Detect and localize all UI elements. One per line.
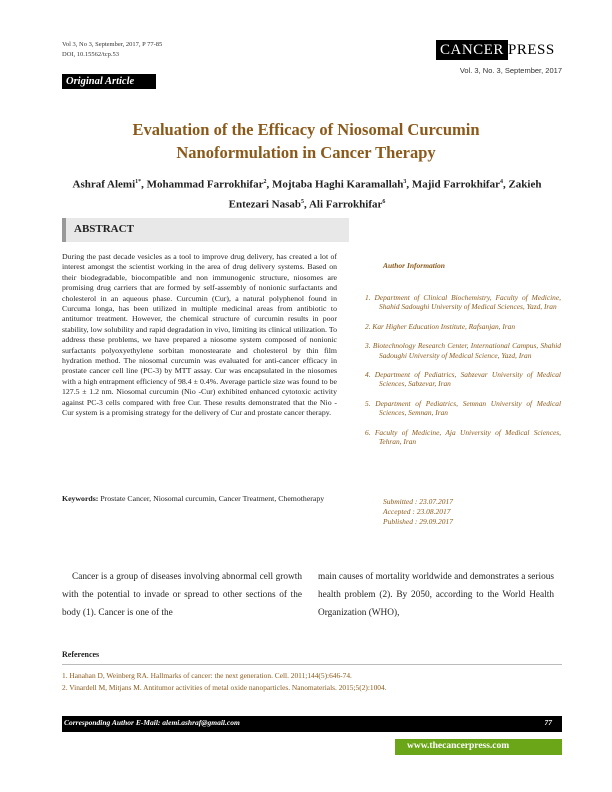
website-link[interactable]: www.thecancerpress.com bbox=[407, 741, 510, 751]
author-name: Mohammad Farrokhifar bbox=[146, 178, 264, 191]
body-column-right: main causes of mortality worldwide and demonstrates a serious health problem (2). By 2050, according to the World Health Organization (WHO), bbox=[318, 572, 554, 618]
abstract-heading: ABSTRACT bbox=[74, 223, 134, 235]
doi: DOI, 10.15562/tcp.53 bbox=[62, 51, 120, 58]
article-title: Evaluation of the Efficacy of Niosomal Curcumin Nanoformulation in Cancer Therapy bbox=[132, 120, 480, 162]
abstract-heading-box bbox=[62, 218, 349, 242]
logo-press-text: PRESS bbox=[508, 42, 555, 58]
corresponding-author: Corresponding Author E-Mail: alemi.ashraf@gmail.com bbox=[64, 718, 240, 727]
author-name: Mojtaba Haghi Karamallah bbox=[271, 178, 404, 191]
citation: Vol 3, No 3, September, 2017, P 77-85 bbox=[62, 41, 163, 48]
author-sup: 3 bbox=[403, 179, 407, 185]
author-sup: 5 bbox=[301, 198, 305, 205]
accepted-date: Accepted : 23.08.2017 bbox=[383, 507, 451, 516]
body-column-left bbox=[62, 568, 302, 622]
footer-bar bbox=[62, 716, 562, 732]
author-sup: 4 bbox=[499, 179, 503, 185]
abstract-text: During the past decade vesicles as a tool to improve drug delivery, has created a lot of interest amongst the scientist working in the area of drug delivery systems. Based on their biodegradable, biocompatible and non immunogenic structure, niosomes are promising drug carriers that are formed by self-assembly of nonionic surfactants and cholesterol in an aqueous phase. Curcumin (Cur), a natural polyphenol found in Curcuma longa, has been utilized in multiple medicinal areas from antibiotic to antitumor treatment. However, the chemical structure of curcumin results in poor stability, low solubility and rapid degradation in vivo, limiting its clinical utilization. To address these problems, we have prepared a niosome system composed of nonionic surfactants polyoxyethylene sorbitan monostearate and cholesterol by thin film hydration method. The niosomal curcumin was evaluated for anti-cancer efficacy in prostate cancer cell line (PC-3) by MTT assay. Cur was encapsulated in the niosomes with a high entrapment efficiency of 98.4 ± 0.4%. Average particle size was found to be 127.5 ± 1.2 nm. Niosomal curcumin (Nio -Cur) exhibited enhanced cytotoxic activity against PC-3 cells compared with free Cur. These results demonstrated that the Nio -Cur system is a promising strategy for the delivery of Cur and prostate cancer therapy. bbox=[62, 252, 337, 418]
body-text-left: Cancer is a group of diseases involving abnormal cell growth with the potential to invade or spread to other sections of the body (1). Cancer is one of the bbox=[62, 572, 302, 618]
reference-item: 2. Vinardell M, Mitjans M. Antitumor activities of metal oxide nanoparticles. Nanomaterials. 2015;5(2):1004. bbox=[62, 683, 387, 692]
keywords-label: Keywords: bbox=[62, 494, 99, 503]
author-name: Majid Farrokhifar bbox=[411, 178, 500, 191]
publication-dates bbox=[383, 497, 453, 527]
author-name: Zakieh Entezari Nasab bbox=[228, 178, 542, 211]
affiliation-item: 3. Biotechnology Research Center, International Campus, Shahid Sadoughi University of Medical Science, Yazd, Iran bbox=[365, 341, 561, 360]
author-sup: 6 bbox=[382, 198, 386, 205]
affiliation-item: 4. Department of Pediatrics, Sabzevar University of Medical Sciences, Sabzevar, Iran bbox=[365, 370, 561, 389]
author-info-heading: Author Information bbox=[383, 261, 445, 270]
author-list: Ashraf Alemi$^{1*}$, Mohammad Farrokhifar$^2$, Mojtaba Haghi Karamallah$^3$, Majid Farrokhifar$^4$, Zakieh Entezari Nasab$^5$, Ali Farrokhifar$^6$ bbox=[72, 178, 542, 211]
keywords bbox=[62, 494, 337, 504]
author-name: Ashraf Alemi bbox=[72, 178, 136, 191]
issue-info: Vol. 3, No. 3, September, 2017 bbox=[459, 66, 562, 75]
journal-logo bbox=[436, 40, 560, 60]
author-sup: 2 bbox=[263, 179, 267, 185]
references-heading: References bbox=[62, 650, 100, 659]
author-name: Ali Farrokhifar bbox=[308, 198, 383, 211]
affiliation-item: 2. Kar Higher Education Institute, Rafsanjan, Iran bbox=[365, 321, 516, 331]
affiliation-list bbox=[365, 293, 561, 456]
published-date: Published : 29.09.2017 bbox=[383, 517, 453, 526]
references-list bbox=[62, 670, 562, 694]
keywords-list: Prostate Cancer, Niosomal curcumin, Cancer Treatment, Chemotherapy bbox=[100, 494, 325, 503]
page-number: 77 bbox=[544, 718, 552, 727]
reference-item: 1. Hanahan D, Weinberg RA. Hallmarks of cancer: the next generation. Cell. 2011;144(5):646-74. bbox=[62, 671, 352, 680]
submitted-date: Submitted : 23.07.2017 bbox=[383, 497, 453, 506]
affiliation-item: 6. Faculty of Medicine, Aja University of Medical Sciences, Tehran, Iran bbox=[365, 427, 561, 447]
logo-cancer-text: CANCER bbox=[436, 40, 508, 60]
affiliation-item: 5. Department of Pediatrics, Semnan University of Medical Sciences, Semnan, Iran bbox=[365, 398, 561, 418]
article-type-badge: Original Article bbox=[62, 74, 156, 89]
references-divider bbox=[62, 664, 562, 665]
website-bar bbox=[395, 739, 562, 755]
affiliation-item: 1. Department of Clinical Biochemistry, Faculty of Medicine, Shahid Sadoughi University of Medical Sciences, Yazd, Iran bbox=[365, 293, 561, 312]
author-sup: 1* bbox=[135, 179, 142, 185]
